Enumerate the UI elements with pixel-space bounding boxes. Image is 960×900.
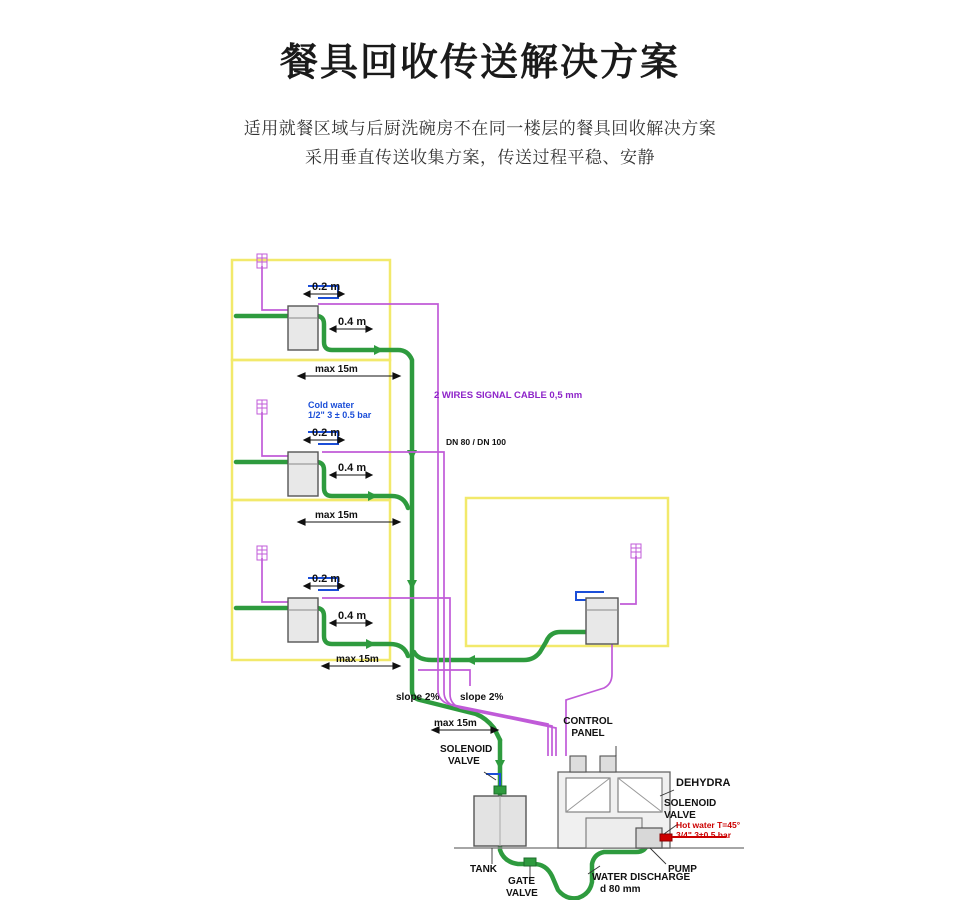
solenoid-valve-left-marker (494, 786, 506, 794)
flow-arrow-6 (465, 655, 475, 665)
dim-arrow-f2-run-l (298, 519, 305, 525)
dim-arrow-f3-h-l (304, 583, 310, 589)
signal-stub-3 (262, 558, 288, 602)
dim-label-f1-h: 0.2 m (312, 281, 341, 293)
annotation-slope-left: slope 2% (396, 692, 440, 703)
label-tank: TANK (470, 864, 498, 875)
signal-stub-1 (262, 266, 288, 310)
annotation-hot-water-line-1: Hot water T=45° (676, 820, 741, 830)
control-panel-box-1 (570, 756, 586, 772)
dim-label-bottom-run: max 15m (434, 718, 477, 729)
dim-arrow-f1-v-r (366, 326, 372, 332)
dim-arrow-f1-run-r (393, 373, 400, 379)
dim-label-f3-h: 0.2 m (312, 573, 341, 585)
flow-arrow-7 (495, 760, 505, 770)
label-control-panel-line-2: PANEL (571, 728, 605, 739)
label-solenoid-left-line-2: VALVE (448, 756, 480, 767)
annotation-hot-water-line-2: 3/4" 3±0.5 bar (676, 830, 732, 840)
dim-arrow-f1-v-l (330, 326, 336, 332)
pipe-floor-3 (236, 608, 408, 656)
dim-arrow-f2-v-r (366, 472, 372, 478)
wall-switch-3 (257, 546, 267, 560)
system-diagram (0, 200, 960, 900)
station-unit-1 (288, 306, 318, 350)
subtitle-line-1: 适用就餐区域与后厨洗碗房不在同一楼层的餐具回收解决方案 (243, 118, 717, 138)
gate-valve-marker (524, 858, 536, 866)
room-right-wing (466, 498, 668, 646)
label-gate-valve-line-2: VALVE (506, 888, 538, 899)
flow-arrow-3 (366, 639, 376, 649)
annotation-slope-right: slope 2% (460, 692, 504, 703)
station-unit-4 (586, 598, 618, 644)
subtitle-block (0, 114, 960, 174)
leader-pump (650, 848, 666, 864)
dim-label-f2-run: max 15m (315, 510, 358, 521)
wall-switch-2 (257, 400, 267, 414)
label-dehydra: DEHYDRA (676, 777, 731, 789)
dim-arrow-f2-v-l (330, 472, 336, 478)
dim-label-f3-run: max 15m (336, 654, 379, 665)
label-solenoid-right-line-2: VALVE (664, 810, 696, 821)
dim-arrow-f3-run-l (322, 663, 329, 669)
dim-arrow-f2-h-l (304, 437, 310, 443)
pump-body (636, 828, 662, 848)
label-solenoid-right-line-1: SOLENOID (664, 798, 717, 809)
label-pump: PUMP (668, 864, 697, 875)
dim-label-f1-run: max 15m (315, 364, 358, 375)
annotation-cold-water-title: Cold water (308, 400, 355, 410)
control-panel-box-2 (600, 756, 616, 772)
dehydra-base (586, 818, 642, 848)
dim-arrow-f1-h-l (304, 291, 310, 297)
label-water-discharge-line-1: WATER DISCHARGE (592, 872, 691, 883)
page-title: 餐具回收传送解决方案 (279, 42, 680, 84)
label-gate-valve-line-1: GATE (508, 876, 536, 887)
annotation-pipe-spec: DN 80 / DN 100 (446, 437, 506, 447)
station-unit-3 (288, 598, 318, 642)
flow-arrows (366, 345, 505, 770)
label-water-discharge-line-2: d 80 mm (600, 884, 641, 895)
dim-arrow-f1-run-l (298, 373, 305, 379)
dim-arrow-f3-v-l (330, 620, 336, 626)
flow-arrow-5 (407, 580, 417, 590)
machine-room (454, 746, 744, 878)
label-solenoid-left-line-1: SOLENOID (440, 744, 493, 755)
dim-arrow-f3-v-r (366, 620, 372, 626)
dim-arrow-f2-run-r (393, 519, 400, 525)
dim-label-f3-v: 0.4 m (338, 610, 367, 622)
annotation-cold-water-spec: 1/2" 3 ± 0.5 bar (308, 410, 372, 420)
annotation-signal-cable: 2 WIRES SIGNAL CABLE 0,5 mm (434, 390, 583, 401)
flow-arrow-1 (374, 345, 384, 355)
cold-water-lines (308, 286, 604, 792)
wall-switch-4 (631, 544, 641, 558)
solenoid-valve-right-marker (660, 834, 672, 841)
dim-label-f2-v: 0.4 m (338, 462, 367, 474)
signal-stub-2 (262, 412, 288, 456)
dim-arrow-f3-run-r (393, 663, 400, 669)
dim-label-f1-v: 0.4 m (338, 316, 367, 328)
signal-stub-4 (620, 556, 636, 604)
subtitle-line-2: 采用垂直传送收集方案，传送过程平稳、安静 (305, 148, 655, 168)
label-control-panel-line-1: CONTROL (563, 716, 613, 727)
dim-label-f2-h: 0.2 m (312, 427, 341, 439)
station-unit-2 (288, 452, 318, 496)
